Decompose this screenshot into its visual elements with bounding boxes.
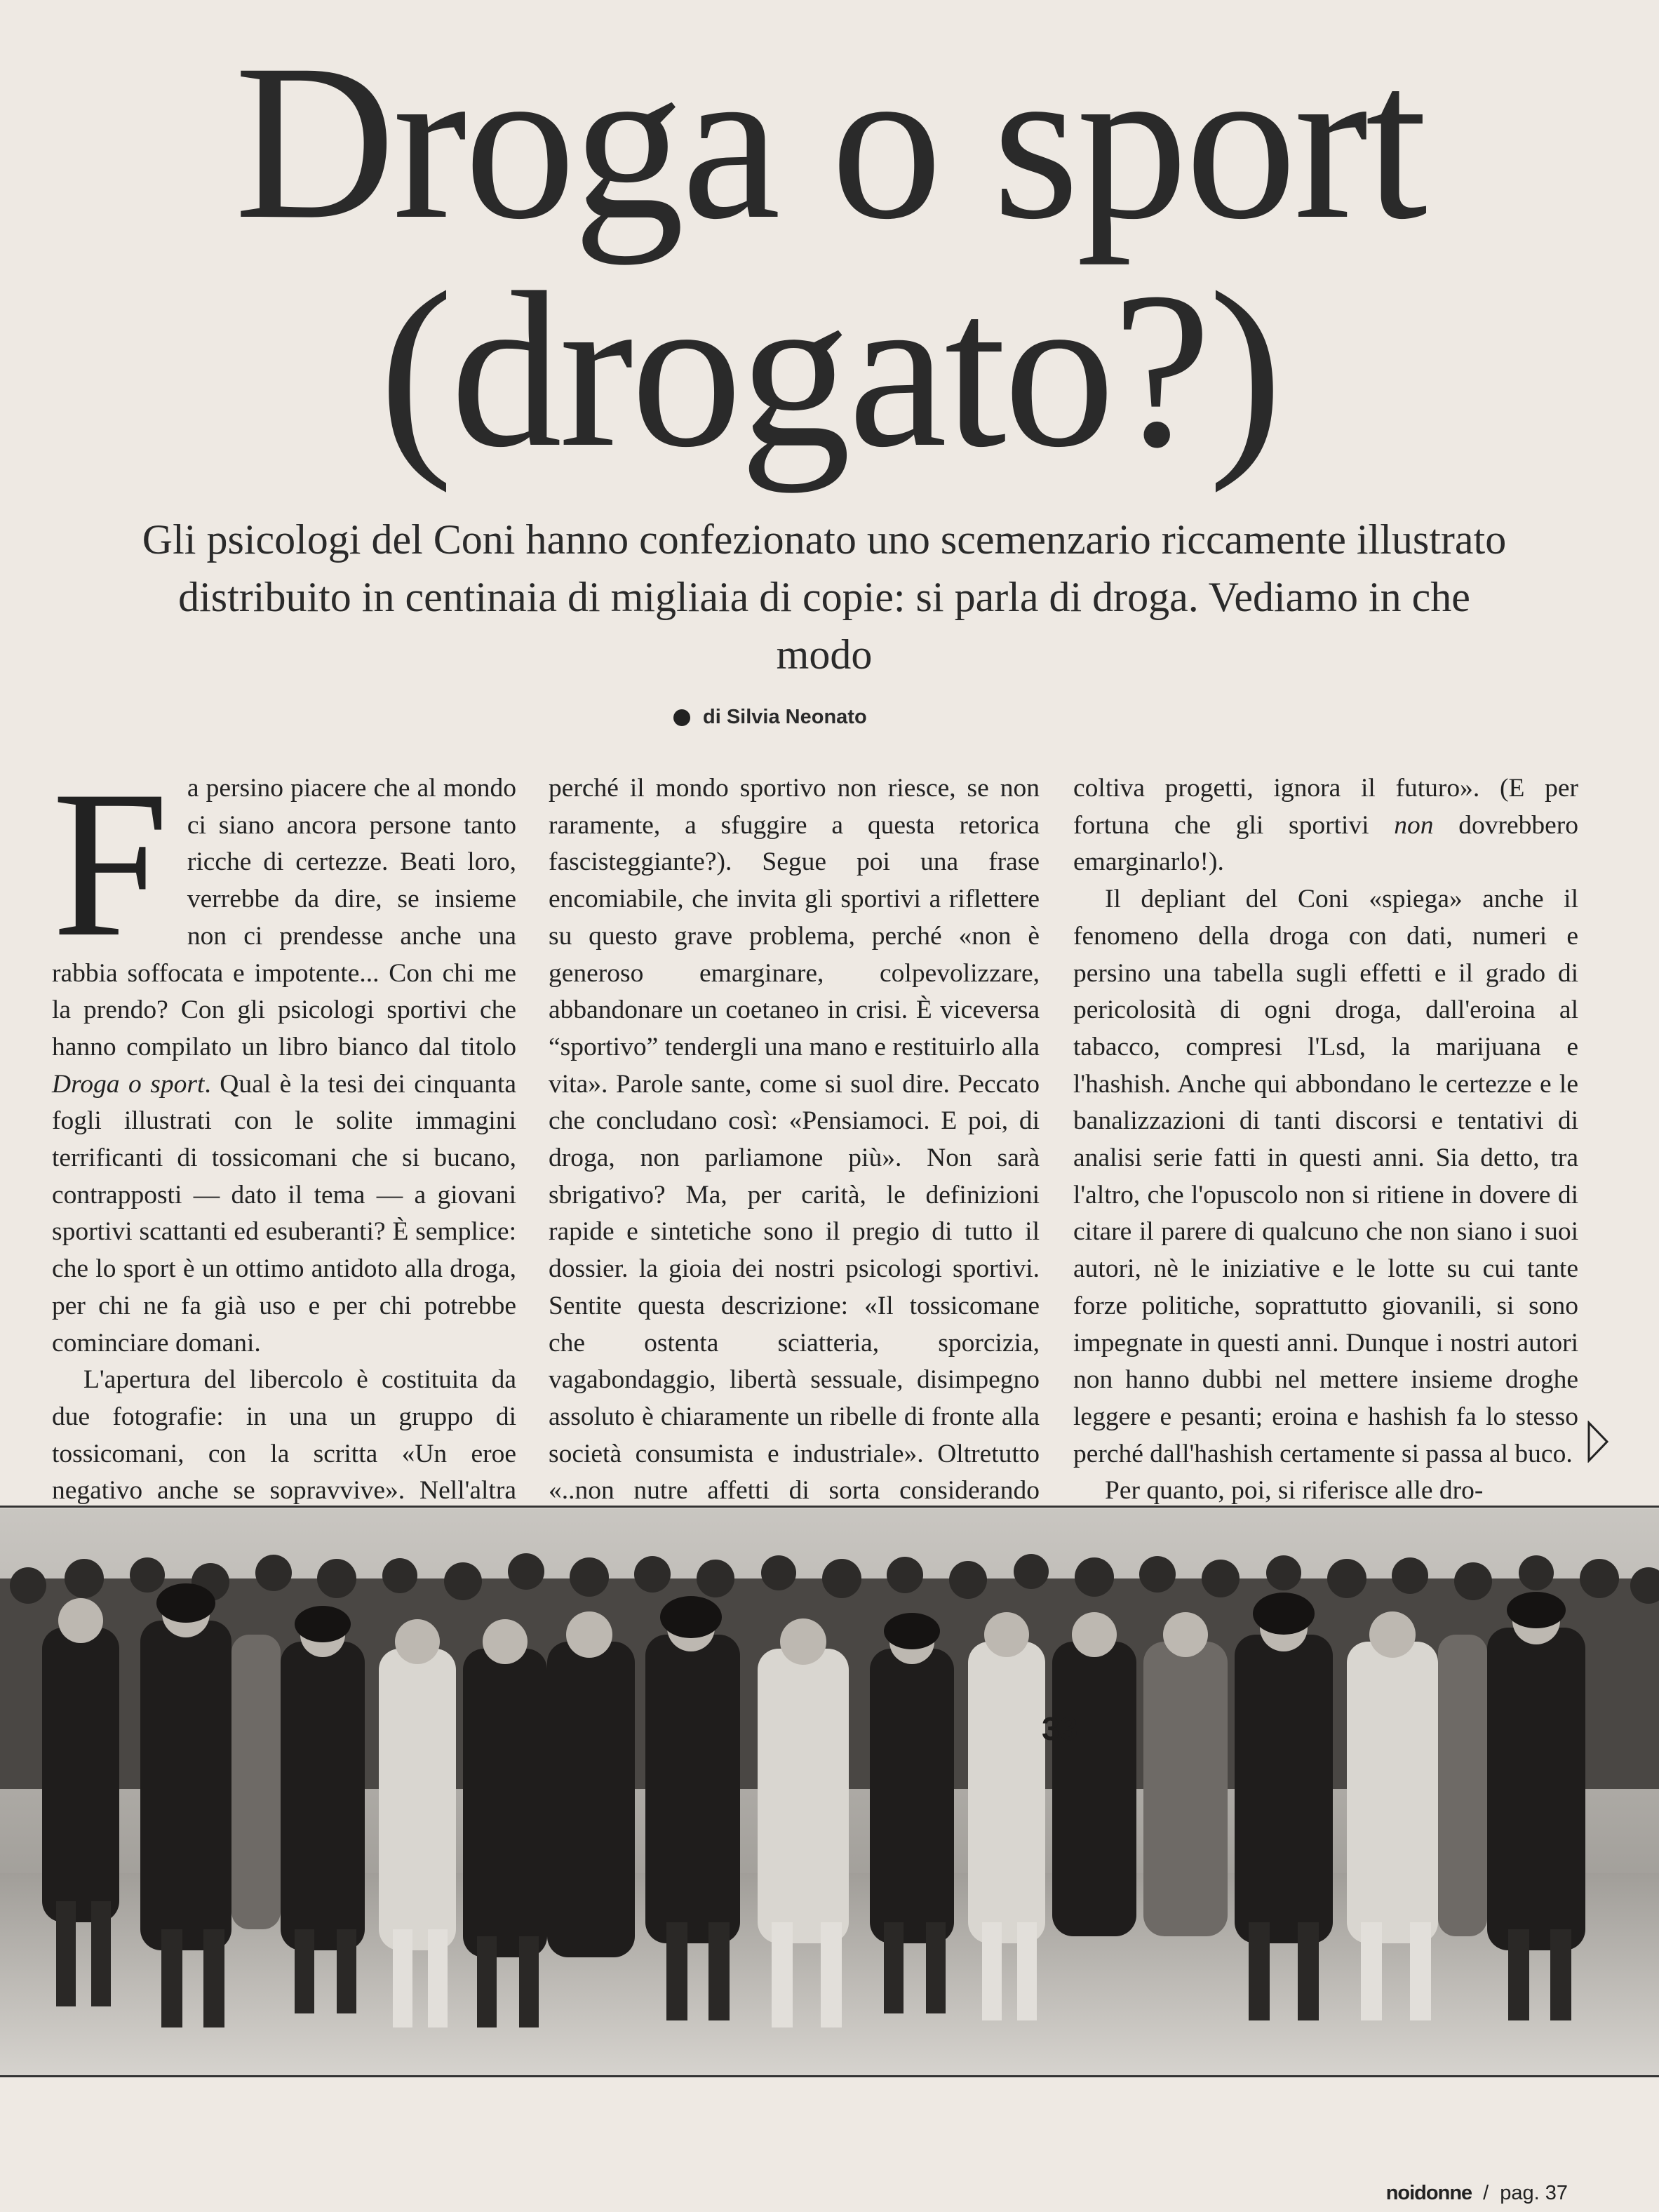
article-subtitle: Gli psicologi del Coni hanno confezionato uno scemenzario riccamente illustrato distribuito in centinaia di migliaia di copie: si parla di droga. Vediamo in che modo xyxy=(142,516,1507,678)
page-footer xyxy=(1386,2182,1568,2205)
byline xyxy=(673,706,867,729)
column-2 xyxy=(549,770,1040,1547)
paragraph: Fa persino piacere che al mondo ci siano ancora persone tanto ricche di certezze. Beati loro, verrebbe da dire, se insieme non ci prendesse anche una rabbia soffocata e impotente... Con chi me la prendo? Con gli psicologi sportivi che hanno compilato un libro bianco dal titolo Droga o sport. Qual è la tesi dei cinquanta fogli illustrati con le solite immagini terrificanti di tossicomani che si bucano, contrapposti — dato il tema — a giovani sportivi scattanti ed esuberanti? È semplice: che lo sport è un ottimo antidoto alla droga, per chi ne fa già uso e per chi potrebbe cominciare domani. xyxy=(52,747,517,1358)
column-3 xyxy=(1073,770,1578,1510)
bullet-icon xyxy=(673,709,690,726)
magazine-name: noidonne xyxy=(1385,2182,1472,2204)
paragraph: perché il mondo sportivo non riesce, se non raramente, a sfuggire a questa retorica fascisteggiante?). Segue poi una frase encomiabile, che invita gli sportivi a riflettere su questo grave problema, perché «non è generoso emarginare, colpevolizzare, abbandonare un coetaneo in crisi. È viceversa “sportivo” tendergli una mano e restituirlo alla vita». Parole sante, come si suol dire. Peccato che concludano così: «Pensiamoci. E poi, di droga, non parliamone più». Non sarà sbrigativo? Ma, per carità, le definizioni rapide e sintetiche sono il pregio di tutto il dossier. la gioia dei nostri psicologi sportivi. Sentite questa descrizione: «Il tossicomane che ostenta sciatteria, sporcizia, vagabondaggio, libertà sessuale, disimpegno assoluto è chiaramente un ribelle di fronte alla società consumista e industriale». Oltretutto «..non nutre affetti di sorta considerando xyxy=(549,774,1040,1506)
article-title xyxy=(0,18,1659,493)
title-line-1: Droga o sport xyxy=(234,18,1425,265)
paragraph: Per quanto, poi, si riferisce alle dro- xyxy=(1105,1476,1484,1506)
paragraph: coltiva progetti, ignora il futuro». (E per fortuna che gli sportivi non dovrebbero emarginarlo!). xyxy=(1073,774,1578,877)
crowd-photo xyxy=(0,1508,1659,2075)
paragraph: L'apertura del libercolo è costituita da due fotografie: in una un gruppo di tossicomani, con la scritta «Un eroe negativo anche se sopravvive». Nell'altra xyxy=(52,1365,516,1506)
paragraph: Il depliant del Coni «spiega» anche il fenomeno della droga con dati, numeri e persino una tabella sugli effetti e il grado di pericolosità di ogni droga, dall'eroina al tabacco, compresi l'Lsd, la marijuana e l'hashish. Anche qui abbondano le certezze e le banalizzazioni di tanti discorsi e tentativi di analisi serie fatti in questi anni. Sia detto, tra l'altro, che l'opuscolo non si ritiene in dovere di citare il parere di qualcuno che non siano i suoi autori, nè le iniziative e le lotte su cui tante forze politiche, soprattutto giovanili, si sono impegnate in questi anni. Dunque i nostri autori non hanno dubbi nel mettere insieme droghe leggere e pesanti; eroina e hashish fa lo stesso perché dall'hashish certamente si passa al buco. xyxy=(1073,885,1578,1468)
byline-text: di Silvia Neonato xyxy=(703,706,867,728)
photo-bottom-rule xyxy=(0,2075,1659,2077)
footer-separator: / xyxy=(1483,2182,1489,2204)
title-line-2: (drogato?) xyxy=(379,246,1280,493)
arrow-icon xyxy=(1587,1421,1609,1466)
jersey-number: 33 xyxy=(1042,1710,1078,1747)
emphasis: non xyxy=(1394,810,1434,840)
column-1 xyxy=(52,747,517,1583)
photo-top-rule xyxy=(0,1506,1659,1508)
drop-cap: F xyxy=(52,747,169,980)
book-title: Droga o sport xyxy=(52,1069,205,1099)
page-number: pag. 37 xyxy=(1500,2182,1568,2204)
